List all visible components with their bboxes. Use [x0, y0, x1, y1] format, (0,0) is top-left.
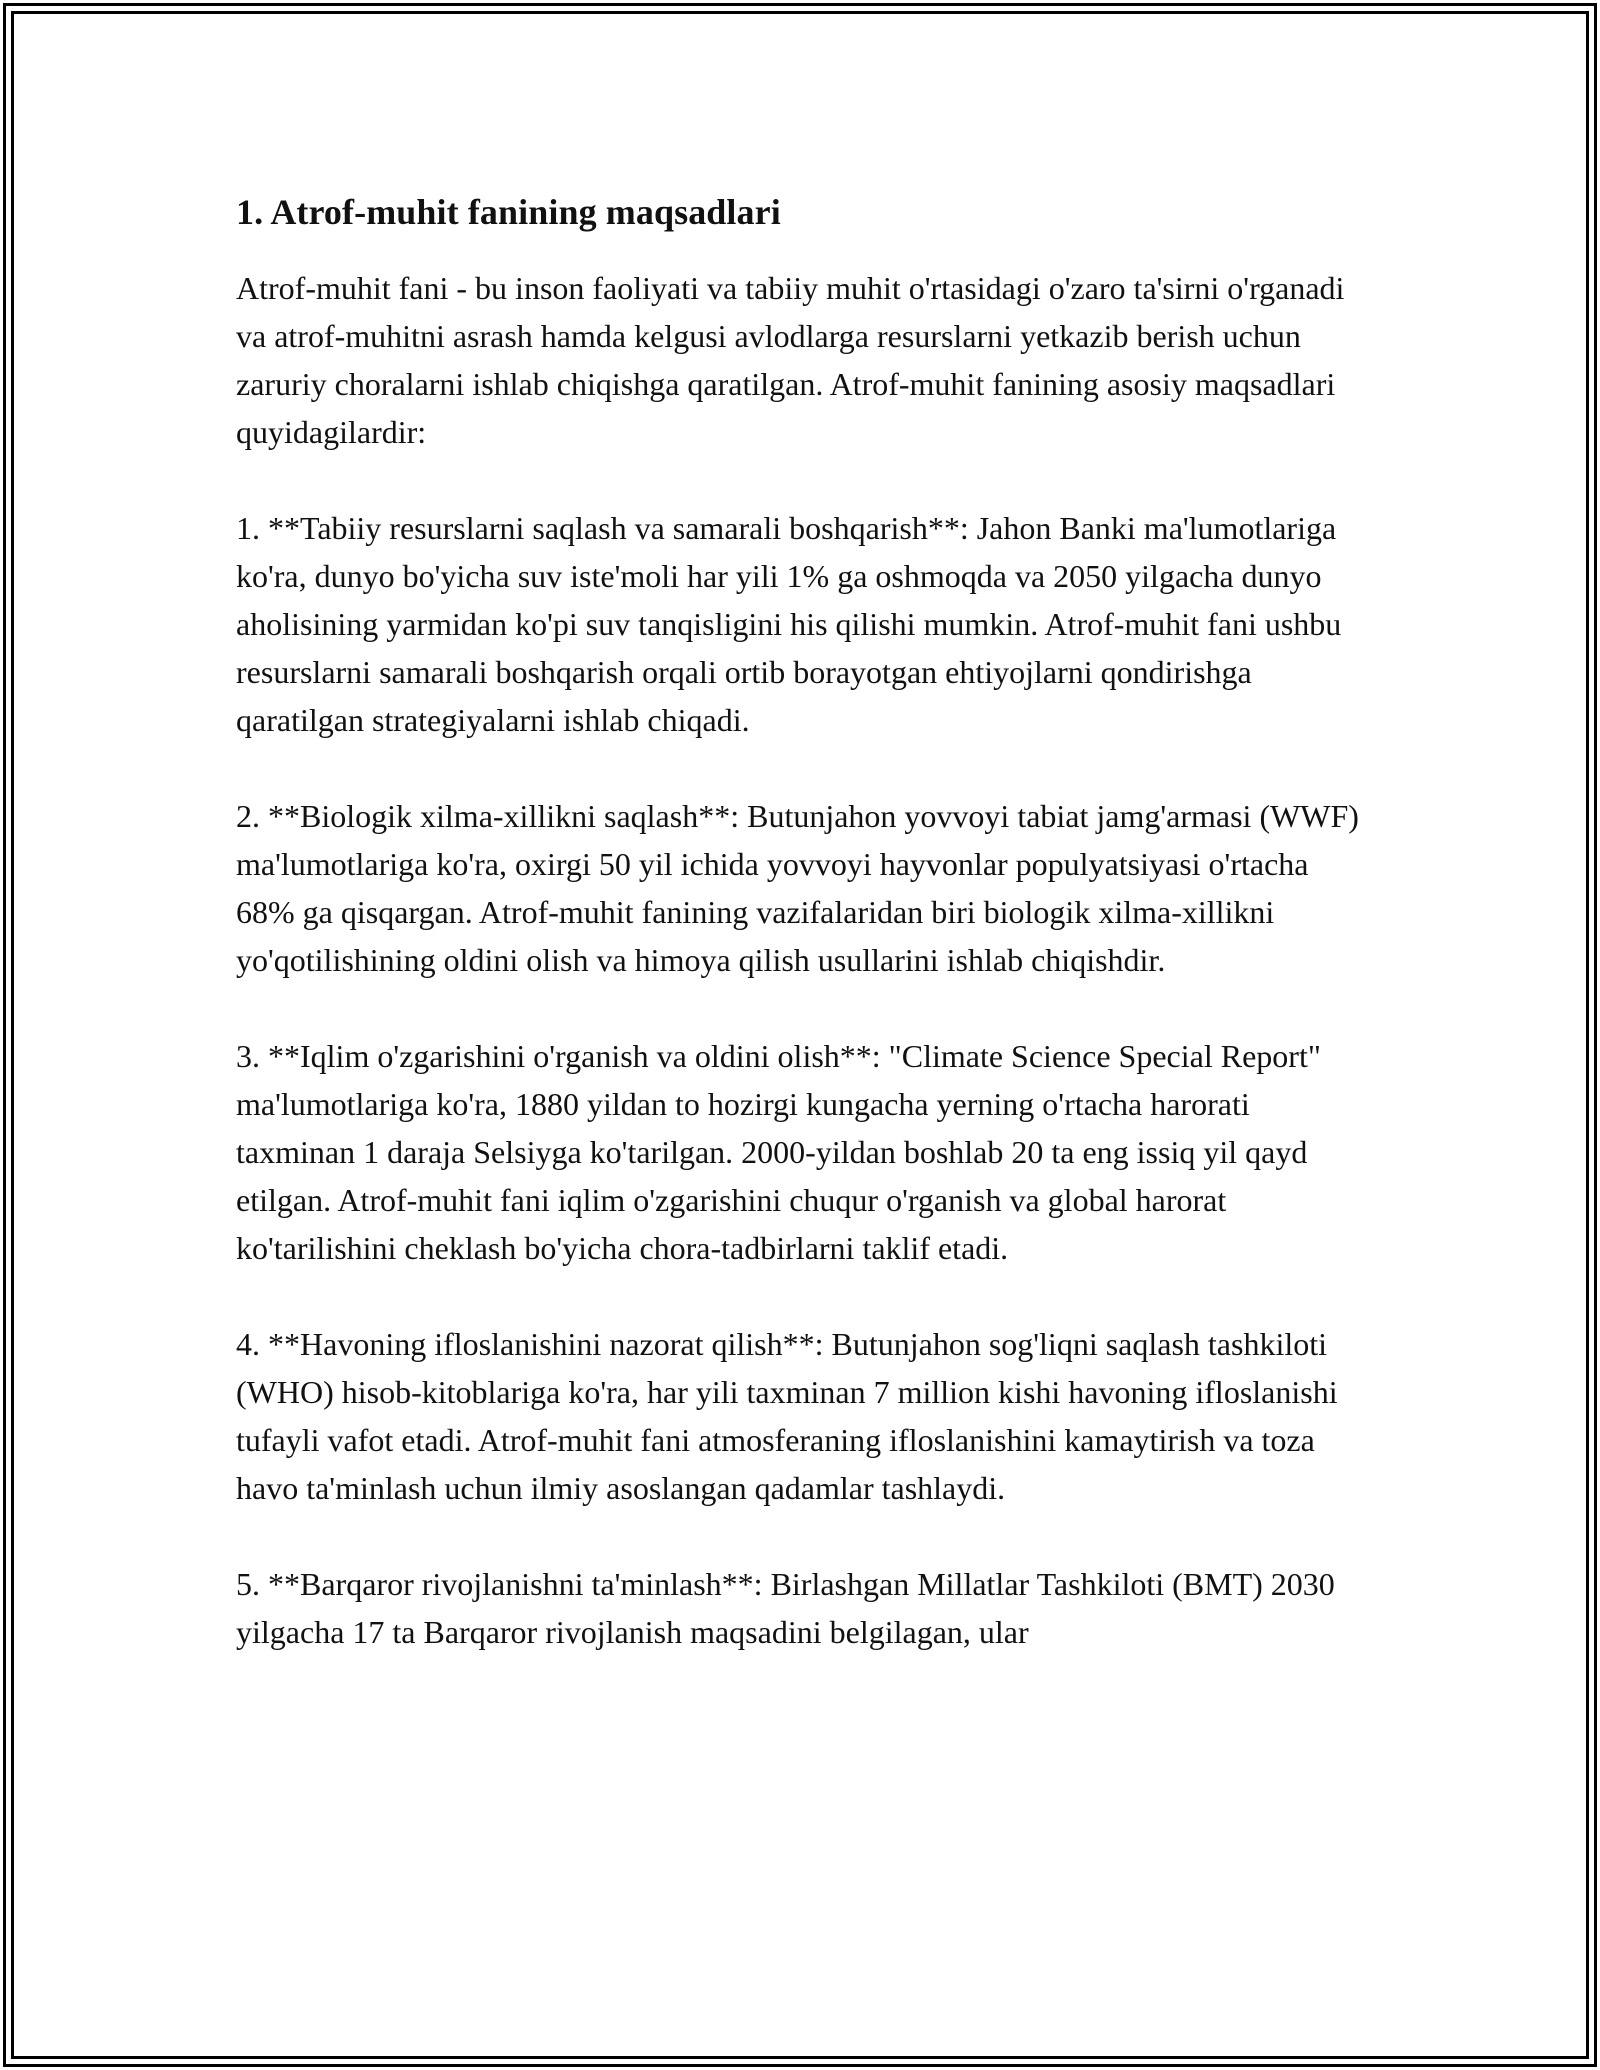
list-item-air-pollution: 4. **Havoning ifloslanishini nazorat qilish**: Butunjahon sog'liqni saqlash tashkiloti (WHO) hisob-kitoblariga ko'ra, har yili taxminan 7 million kishi havoning ifloslanishi tufayli vafot etadi. Atrof-muhit fani atmosferaning ifloslanishini kamaytirish va toza havo ta'minlash uchun ilmiy asoslangan qadamlar tashlaydi.	[236, 1326, 1338, 1506]
intro-paragraph: Atrof-muhit fani - bu inson faoliyati va tabiiy muhit o'rtasidagi o'zaro ta'sirni o'rganadi va atrof-muhitni asrash hamda kelgusi avlodlarga resurslarni yetkazib berish uchun zaruriy choralarni ishlab chiqishga qaratilgan. Atrof-muhit fanining asosiy maqsadlari quyidagilardir:	[236, 270, 1345, 450]
list-item-biodiversity: 2. **Biologik xilma-xillikni saqlash**: Butunjahon yovvoyi tabiat jamg'armasi (WWF) ma'lumotlariga ko'ra, oxirgi 50 yil ichida yovvoyi hayvonlar populyatsiyasi o'rtacha 68% ga qisqargan. Atrof-muhit fanining vazifalaridan biri biologik xilma-xillikni yo'qotilishining oldini olish va himoya qilish usullarini ishlab chiqishdir.	[236, 798, 1359, 978]
document-body	[236, 186, 1366, 1704]
list-item-sustainable-development: 5. **Barqaror rivojlanishni ta'minlash**: Birlashgan Millatlar Tashkiloti (BMT) 2030 yilgacha 17 ta Barqaror rivojlanish maqsadini belgilagan, ular	[236, 1566, 1335, 1650]
list-item-climate: 3. **Iqlim o'zgarishini o'rganish va oldini olish**: "Climate Science Special Report" ma'lumotlariga ko'ra, 1880 yildan to hozirgi kungacha yerning o'rtacha harorati taxminan 1 daraja Selsiyga ko'tarilgan. 2000-yildan boshlab 20 ta eng issiq yil qayd etilgan. Atrof-muhit fani iqlim o'zgarishini chuqur o'rganish va global harorat ko'tarilishini cheklash bo'yicha chora-tadbirlarni taklif etadi.	[236, 1038, 1321, 1266]
section-heading: 1. Atrof-muhit fanining maqsadlari	[236, 192, 781, 232]
list-item-resources: 1. **Tabiiy resurslarni saqlash va samarali boshqarish**: Jahon Banki ma'lumotlariga ko'ra, dunyo bo'yicha suv iste'moli har yili 1% ga oshmoqda va 2050 yilgacha dunyo aholisining yarmidan ko'pi suv tanqisligini his qilishi mumkin. Atrof-muhit fani ushbu resurslarni samarali boshqarish orqali ortib borayotgan ehtiyojlarni qondirishga qaratilgan strategiyalarni ishlab chiqadi.	[236, 510, 1342, 738]
